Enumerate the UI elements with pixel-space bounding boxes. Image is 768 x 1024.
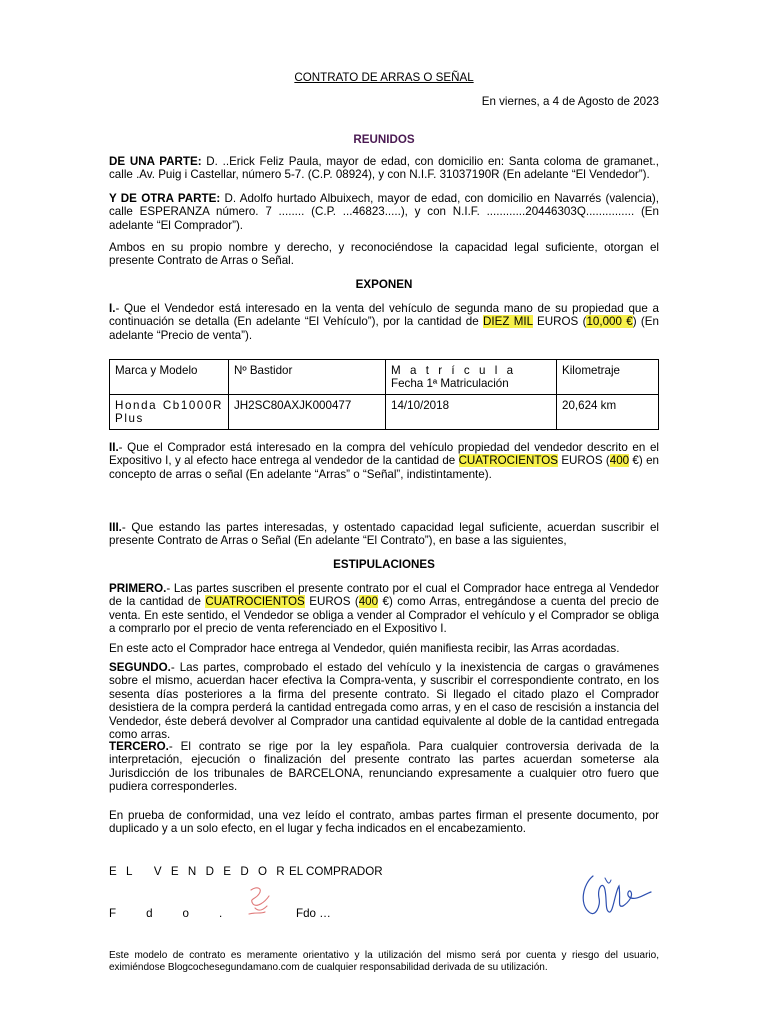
- price-words-highlight: DIEZ MIL: [483, 315, 533, 329]
- expositivo-iii-label: III.: [109, 521, 122, 534]
- seller-signature-image: [243, 884, 277, 920]
- exponen-heading: EXPONEN: [355, 278, 413, 291]
- disclaimer-footer: Este modelo de contrato es meramente orientativo y la utilización del mismo será por cuenta y riesgo del usuario, eximiéndose Blogcochesegundamano.com de cualquier responsabilidad derivada de su utilización.: [109, 950, 659, 973]
- table-cell-model: Honda Cb1000R Plus: [110, 395, 229, 430]
- primero-text-3: €) como Arras, entregándose a cuenta del precio de venta. En este sentido, el Vendedor se obliga a vender al Comprador el vehículo y el Comprador se obliga a comprarlo por el precio de venta referenciado en el Expositivo I.: [109, 595, 659, 636]
- table-cell-vin: JH2SC80AXJK000477: [229, 395, 386, 430]
- expositivo-i-paragraph: [109, 302, 659, 342]
- primero-number-highlight: 400: [358, 595, 379, 609]
- primero-words-highlight: CUATROCIENTOS: [205, 595, 305, 609]
- vendedor-label: EL VENDEDOR: [109, 865, 294, 878]
- party-seller-text: D. ..Erick Feliz Paula, mayor de edad, con domicilio en: Santa coloma de gramanet., calle .Av. Puig i Castellar, número 5-7. (C.P. 08924), y con N.I.F. 31037190R (En adelante “El Vendedor”).: [109, 155, 659, 182]
- fdo-comprador: Fdo …: [296, 907, 331, 920]
- expositivo-iii-text: - Que estando las partes interesadas, y ostentado capacidad legal suficiente, acuerdan suscribir el presente Contrato de Arras o Señal (En adelante “El Contrato”), en base a las siguientes,: [109, 521, 659, 548]
- party-buyer-paragraph: [109, 192, 659, 232]
- table-header-cell: Nº Bastidor: [229, 360, 386, 395]
- ambos-paragraph: Ambos en su propio nombre y derecho, y reconociéndose la capacidad legal suficiente, otorgan el presente Contrato de Arras o Señal.: [109, 241, 659, 268]
- arras-number-highlight: 400: [609, 454, 630, 468]
- comprador-label: EL COMPRADOR: [289, 865, 383, 878]
- prueba-paragraph: En prueba de conformidad, una vez leído el contrato, ambas partes firman el presente documento, por duplicado y a un solo efecto, en el lugar y fecha indicados en el encabezamiento.: [109, 809, 659, 836]
- expositivo-i-text-2: EUROS (: [532, 315, 587, 329]
- party-buyer-label: Y DE OTRA PARTE:: [109, 192, 221, 205]
- fdo-vendedor: Fdo.: [109, 907, 253, 920]
- segundo-label: SEGUNDO.: [109, 661, 171, 674]
- table-cell-date: 14/10/2018: [386, 395, 557, 430]
- fecha-matriculacion-header: Fecha 1ª Matriculación: [391, 377, 509, 390]
- expositivo-i-text-3: ) (En adelante “Precio de venta”).: [109, 315, 659, 342]
- expositivo-ii-paragraph: [109, 441, 659, 481]
- party-seller-paragraph: [109, 155, 659, 182]
- expositivo-i-text-1: - Que el Vendedor está interesado en la venta del vehículo de segunda mano de su propiedad que a continuación se detalla (En adelante “El Vehículo”), por la cantidad de: [109, 302, 659, 329]
- date-line: En viernes, a 4 de Agosto de 2023: [481, 95, 659, 108]
- expositivo-ii-text-2: EUROS (: [557, 454, 610, 468]
- arras-words-highlight: CUATROCIENTOS: [458, 454, 558, 468]
- matricula-header: Matrícula: [391, 364, 523, 377]
- primero-text-1: - Las partes suscriben el presente contrato por el cual el Comprador hace entrega al Vendedor de la cantidad de: [109, 582, 659, 609]
- expositivo-ii-text-1: - Que el Comprador está interesado en la compra del vehículo propiedad del vendedor descrito en el Expositivo I, y al efecto hace entrega al vendedor de la cantidad de: [109, 441, 659, 468]
- buyer-signature-image: [575, 868, 655, 924]
- table-header-cell: Kilometraje: [557, 360, 659, 395]
- segundo-text: - Las partes, comprobado el estado del vehículo y la inexistencia de cargas o gravámenes sobre el mismo, acuerdan hacer efectiva la Compra-venta, y suscribir el correspondiente contrato, en los sesenta días posteriores a la firma del presente contrato. Si llegado el citado plazo el Comprador desistiera de la compra perderá la cantidad entregada como arras, y en el caso de rescisión a instancia del Vendedor, éste deberá devolver al Comprador una cantidad equivalente al doble de la cantidad entregada como arras.: [109, 661, 659, 742]
- table-cell-km: 20,624 km: [557, 395, 659, 430]
- primero-text-2: EUROS (: [304, 595, 359, 609]
- table-header-row: [110, 360, 659, 395]
- primero-label: PRIMERO.: [109, 582, 167, 595]
- expositivo-iii-paragraph: [109, 521, 659, 548]
- expositivo-ii-label: II.: [109, 441, 119, 454]
- table-header-cell-matricula: [386, 360, 557, 395]
- document-title: CONTRATO DE ARRAS O SEÑAL: [294, 71, 474, 84]
- party-seller-label: DE UNA PARTE:: [109, 155, 202, 168]
- estipulaciones-heading: ESTIPULACIONES: [333, 558, 435, 571]
- segundo-paragraph: [109, 661, 659, 741]
- tercero-paragraph: [109, 740, 659, 794]
- table-row: [110, 395, 659, 430]
- expositivo-ii-text-3: €) en concepto de arras o señal (En adelante “Arras” o “Señal”, indistintamente).: [109, 454, 659, 481]
- reunidos-heading: REUNIDOS: [353, 133, 415, 146]
- price-number-highlight: 10,000 €: [586, 315, 633, 329]
- vehicle-table: [109, 359, 659, 430]
- tercero-label: TERCERO.: [109, 740, 169, 753]
- expositivo-i-label: I.: [109, 302, 116, 315]
- tercero-text: - El contrato se rige por la ley española. Para cualquier controversia derivada de la interpretación, ejecución o finalización del presente contrato las partes acuerdan someterse ala Jurisdicción de los tribunales de BARCELONA, renunciando expresamente a cualquier otro fuero que pudiera corresponderles.: [109, 740, 659, 794]
- party-buyer-text: D. Adolfo hurtado Albuixech, mayor de edad, con domicilio en Navarrés (valencia), calle ESPERANZA número. 7 ........ (C.P. ...46823.....), y con N.I.F. ............20446303Q............... (En adelante “El Comprador”).: [109, 192, 659, 232]
- en-este-acto-paragraph: En este acto el Comprador hace entrega al Vendedor, quién manifiesta recibir, las Arras acordadas.: [109, 642, 620, 655]
- primero-paragraph: [109, 582, 659, 636]
- table-header-cell: Marca y Modelo: [110, 360, 229, 395]
